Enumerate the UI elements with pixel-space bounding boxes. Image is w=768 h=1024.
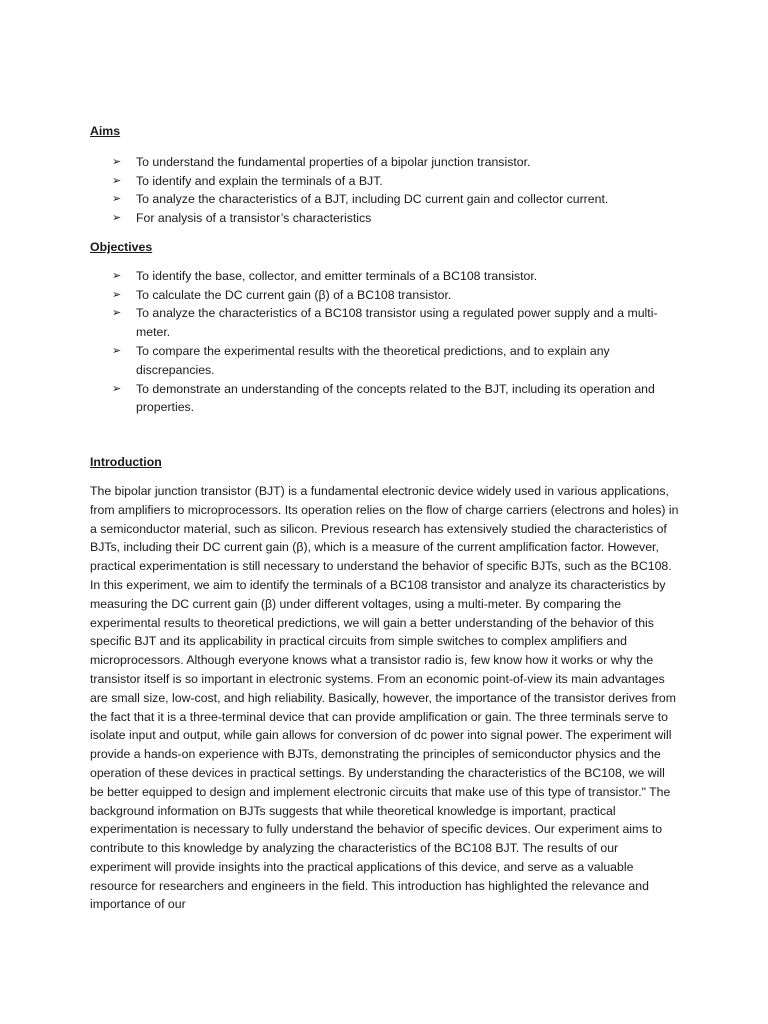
objectives-item — [90, 342, 680, 380]
objectives-heading: Objectives — [90, 239, 153, 254]
arrow-bullet-icon: ➢ — [112, 269, 122, 282]
aims-item — [90, 190, 680, 209]
objectives-item-text: To calculate the DC current gain (β) of a BC108 transistor. — [136, 287, 452, 302]
aims-item — [90, 153, 680, 172]
arrow-bullet-icon: ➢ — [112, 344, 122, 357]
aims-item — [90, 172, 680, 191]
aims-item-text: To understand the fundamental properties of a bipolar junction transistor. — [136, 154, 531, 169]
introduction-body: The bipolar junction transistor (BJT) is a fundamental electronic device widely used in various applications, from amplifiers to microprocessors. Its operation relies on the flow of charge carriers (electrons and holes) in a semiconductor material, such as silicon. Previous research has extensively studied the characteristics of BJTs, including their DC current gain (β), which is a measure of the current amplification factor. However, practical experimentation is still necessary to understand the behavior of specific BJTs, such as the BC108. In this experiment, we aim to identify the terminals of a BC108 transistor and analyze its characteristics by measuring the DC current gain (β) under different voltages, using a multi-meter. By comparing the experimental results to theoretical predictions, we will gain a better understanding of the behavior of this specific BJT and its applicability in practical circuits from simple switches to complex amplifiers and microprocessors. Although everyone knows what a transistor radio is, few know how it works or why the transistor itself is so important in electronic systems. From an economic point-of-view its main advantages are small size, low-cost, and high reliability. Basically, however, the importance of the transistor derives from the fact that it is a three-terminal device that can provide amplification or gain. The three terminals serve to isolate input and output, while gain allows for conversion of dc power into signal power. The experiment will provide a hands-on experience with BJTs, demonstrating the principles of semiconductor physics and the operation of these devices in practical settings. By understanding the characteristics of the BC108, we will be better equipped to design and implement electronic circuits that make use of this type of transistor." The background information on BJTs suggests that while theoretical knowledge is important, practical experimentation is necessary to fully understand the behavior of specific devices. Our experiment aims to contribute to this knowledge by analyzing the characteristics of the BC108 BJT. The results of our experiment will provide insights into the practical applications of this device, and serve as a valuable resource for researchers and engineers in the field. This introduction has highlighted the relevance and importance of our — [90, 483, 679, 912]
objectives-item-text: To analyze the characteristics of a BC108 transistor using a regulated power supply and a multi-meter. — [136, 306, 658, 340]
objectives-item — [90, 286, 680, 305]
aims-item-text: For analysis of a transistor’s characteristics — [136, 211, 372, 226]
introduction-heading: Introduction — [90, 455, 162, 470]
aims-item-text: To identify and explain the terminals of a BJT. — [136, 173, 383, 188]
aims-item — [90, 209, 680, 228]
objectives-item-text: To compare the experimental results with the theoretical predictions, and to explain any discrepancies. — [136, 343, 610, 377]
aims-list — [90, 153, 680, 228]
objectives-item — [90, 267, 680, 286]
arrow-bullet-icon: ➢ — [112, 212, 122, 225]
arrow-bullet-icon: ➢ — [112, 155, 122, 168]
objectives-item-text: To identify the base, collector, and emitter terminals of a BC108 transistor. — [136, 268, 538, 283]
arrow-bullet-icon: ➢ — [112, 193, 122, 206]
objectives-list — [90, 267, 680, 417]
arrow-bullet-icon: ➢ — [112, 382, 122, 395]
objectives-item-text: To demonstrate an understanding of the concepts related to the BJT, including its operation and properties. — [136, 381, 655, 415]
arrow-bullet-icon: ➢ — [112, 174, 122, 187]
arrow-bullet-icon: ➢ — [112, 307, 122, 320]
objectives-item — [90, 380, 680, 418]
aims-heading: Aims — [90, 124, 121, 138]
arrow-bullet-icon: ➢ — [112, 288, 122, 301]
objectives-item — [90, 304, 680, 342]
aims-item-text: To analyze the characteristics of a BJT, including DC current gain and collector current. — [136, 192, 609, 207]
document-content — [90, 122, 680, 914]
